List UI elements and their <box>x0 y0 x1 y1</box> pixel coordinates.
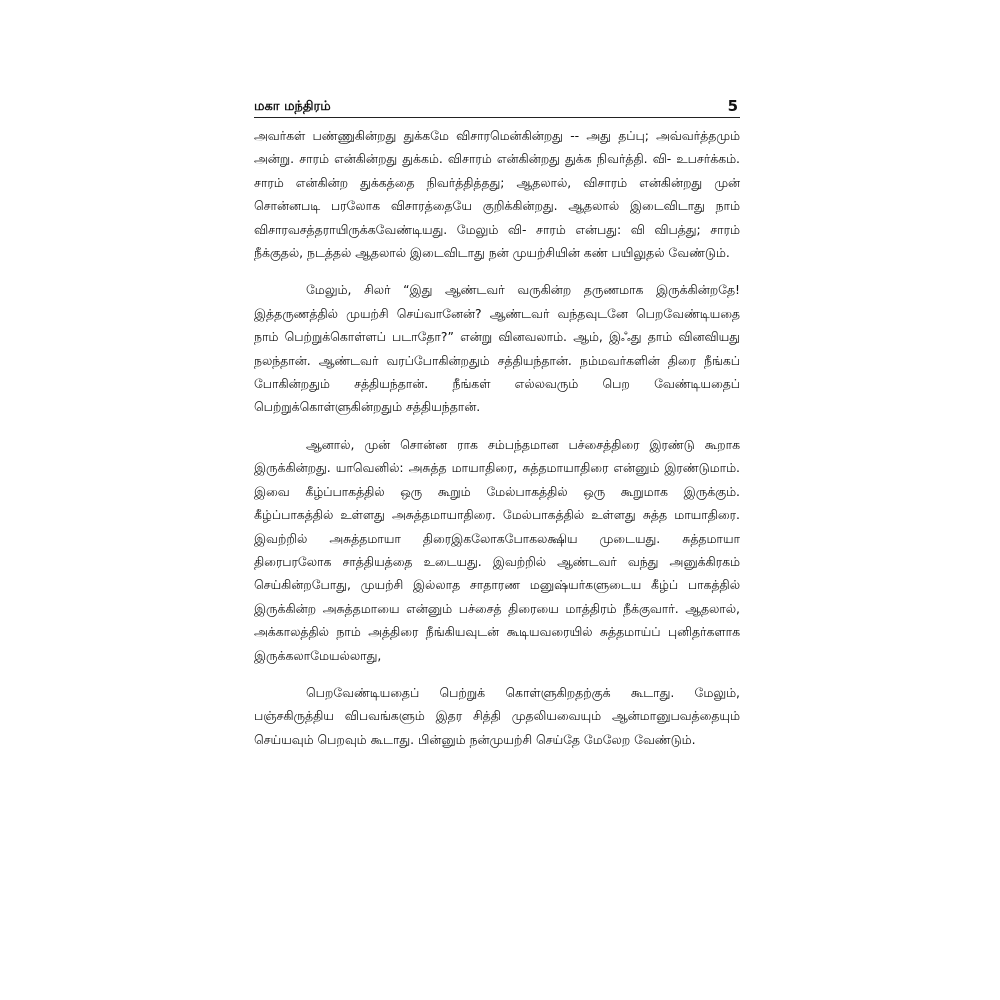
paragraph-2: மேலும், சிலர் “இது ஆண்டவர் வருகின்ற தருணமாக இருக்கின்றதே! இத்தருணத்தில் முயற்சி செய்வானேன்? ஆண்டவர் வந்தவுடனே பெறவேண்டியதை நாம் பெற்றுக்கொள்ளப் படாதோ?” என்று வினவலாம். ஆம், இஃது தாம் வினவியது நலந்தான். ஆண்டவர் வரப்போகின்றதும் சத்தியந்தான். நம்மவர்களின் திரை நீங்கப் போகின்றதும் சத்தியந்தான். நீங்கள் எல்லவரும் பெற வேண்டியதைப் பெற்றுக்கொள்ளுகின்றதும் சத்தியந்தான். <box>254 282 740 415</box>
page-number: 5 <box>727 97 738 115</box>
paragraph-4: பெறவேண்டியதைப் பெற்றுக் கொள்ளுகிறதற்குக் கூடாது. மேலும், பஞ்சகிருத்திய விபவங்களும் இதர சித்தி முதலியவையும் ஆன்மானுபவத்தையும் செய்யவும் பெறவும் கூடாது. பின்னும் நன்முயற்சி செய்தே மேலேற வேண்டும். <box>254 684 740 747</box>
paragraph-3: ஆனால், முன் சொன்ன ராக சம்பந்தமான பச்சைத்திரை இரண்டு கூறாக இருக்கின்றது. யாவெனில்: அசுத்த மாயாதிரை, சுத்தமாயாதிரை என்னும் இரண்டுமாம். இவை கீழ்ப்பாகத்தில் ஒரு கூறும் மேல்பாகத்தில் ஒரு கூறுமாக இருக்கும். கீழ்ப்பாகத்தில் உள்ளது அசுத்தமாயாதிரை. மேல்பாகத்தில் உள்ளது சுத்த மாயாதிரை. இவற்றில் அசுத்தமாயா திரைஇகலோகபோகலக்ஷிய முடையது. சுத்தமாயா திரைபரலோக சாத்தியத்தை உடையது. இவற்றில் ஆண்டவர் வந்து அனுக்கிரகம் செய்கின்றபோது, முயற்சி இல்லாத சாதாரண மனுஷ்யர்களுடைய கீழ்ப் பாகத்தில் இருக்கின்ற அசுத்தமாயை என்னும் பச்சைத் திரையை மாத்திரம் நீக்குவார். ஆதலால், அக்காலத்தில் நாம் அத்திரை நீங்கியவுடன் கூடியவரையில் சுத்தமாய்ப் புனிதர்களாக இருக்கலாமேயல்லாது, <box>254 436 740 663</box>
book-page <box>254 95 740 765</box>
page-header <box>254 95 740 118</box>
body-text <box>254 124 740 751</box>
paragraph-1: அவர்கள் பண்ணுகின்றது துக்கமே விசாரமென்கின்றது -- அது தப்பு; அவ்வர்த்தமும் அன்று. சாரம் என்கின்றது துக்கம். விசாரம் என்கின்றது துக்க நிவர்த்தி. வி- உபசர்க்கம். சாரம் என்கின்ற துக்கத்தை நிவர்த்தித்தது; ஆதலால், விசாரம் என்கின்றது முன் சொன்னபடி பரலோக விசாரத்தையே குறிக்கின்றது. ஆதலால் இடைவிடாது நாம் விசாரவசத்தராயிருக்கவேண்டியது. மேலும் வி- சாரம் என்பது: வி விபத்து; சாரம் நீக்குதல், நடத்தல் ஆதலால் இடைவிடாது நன் முயற்சியின் கண் பயிலுதல் வேண்டும். <box>254 128 740 261</box>
running-title: மகா மந்திரம் <box>254 99 331 114</box>
